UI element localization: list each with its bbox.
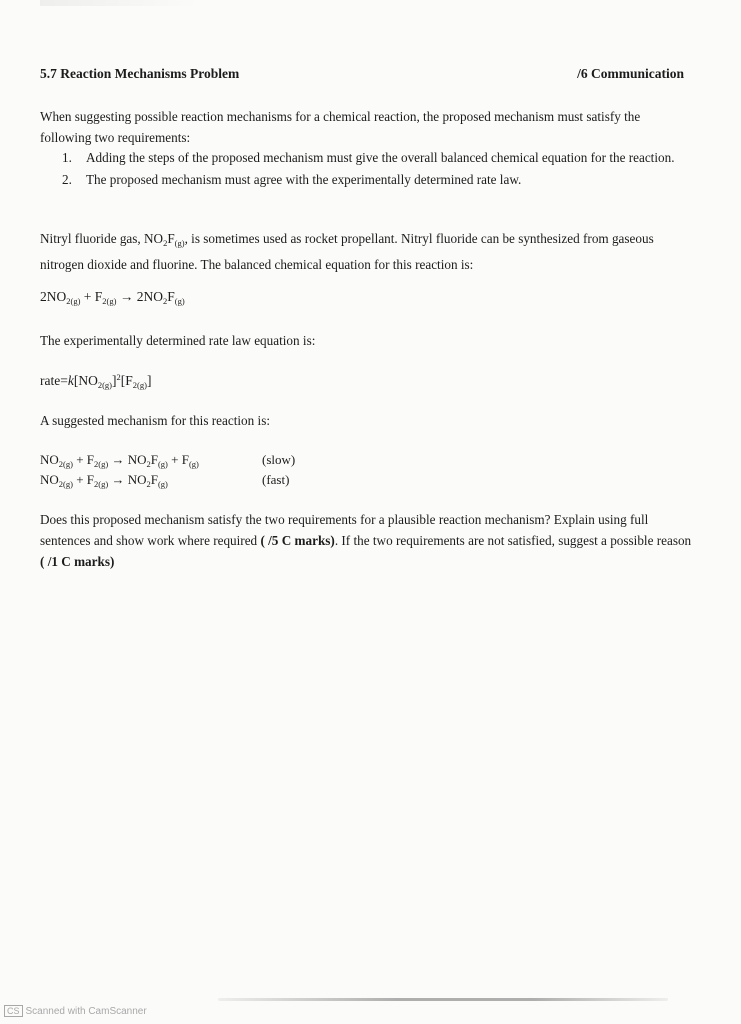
camscanner-watermark: CS Scanned with CamScanner (4, 1005, 147, 1017)
context-paragraph: Nitryl fluoride gas, $NO_2F_{(g)}$, is sometimes used as rocket propellant. Nitryl fluoride can be synthesized from gaseous nitrogen dioxide and fluorine. The balanced chemical equation for this reaction is: (40, 231, 654, 272)
step-2-rate-label: (fast) (262, 472, 290, 487)
step-1-rate-label: (slow) (262, 452, 296, 467)
overall-equation: $2NO_{2(g)} + F_{2(g)} \to 2NO_2F_{(g)}$ (40, 289, 185, 306)
requirement-item: 1. Adding the steps of the proposed mechanism must give the overall balanced chemical equation for the reaction. (62, 150, 675, 165)
mechanism-intro: A suggested mechanism for this reaction is: (40, 413, 271, 428)
mechanism-step-2: $NO_{2(g)} + F_{2(g)} \to NO_2F_{(g)}$ (40, 472, 168, 489)
marks-label: /6 Communication (577, 66, 684, 81)
question-paragraph: Does this proposed mechanism satisfy the two requirements for a plausible reaction mechanism? Explain using full sentences and show work where required ( /5 C marks). If the two requirements are not satisfied, suggest a possible reason ( /1 C marks) (40, 512, 692, 569)
page-bottom-line (218, 998, 668, 1001)
requirements-list (62, 148, 692, 192)
camscanner-logo-icon: CS (4, 1005, 23, 1017)
rate-law-equation: $rate=k[NO_{2(g)}]^2[F_{2(g)}]$ (40, 372, 152, 390)
rate-law-intro: The experimentally determined rate law equation is: (40, 333, 316, 348)
problem-title: 5.7 Reaction Mechanisms Problem (40, 66, 240, 81)
scan-smudge (40, 0, 200, 6)
intro-paragraph: When suggesting possible reaction mechanisms for a chemical reaction, the proposed mechanism must satisfy the following two requirements: (40, 109, 641, 145)
requirement-item: 2. The proposed mechanism must agree with the experimentally determined rate law. (62, 172, 522, 187)
mechanism-step-1: $NO_{2(g)} + F_{2(g)} \to NO_2F_{(g)} + F_{(g)}$ (40, 452, 199, 469)
